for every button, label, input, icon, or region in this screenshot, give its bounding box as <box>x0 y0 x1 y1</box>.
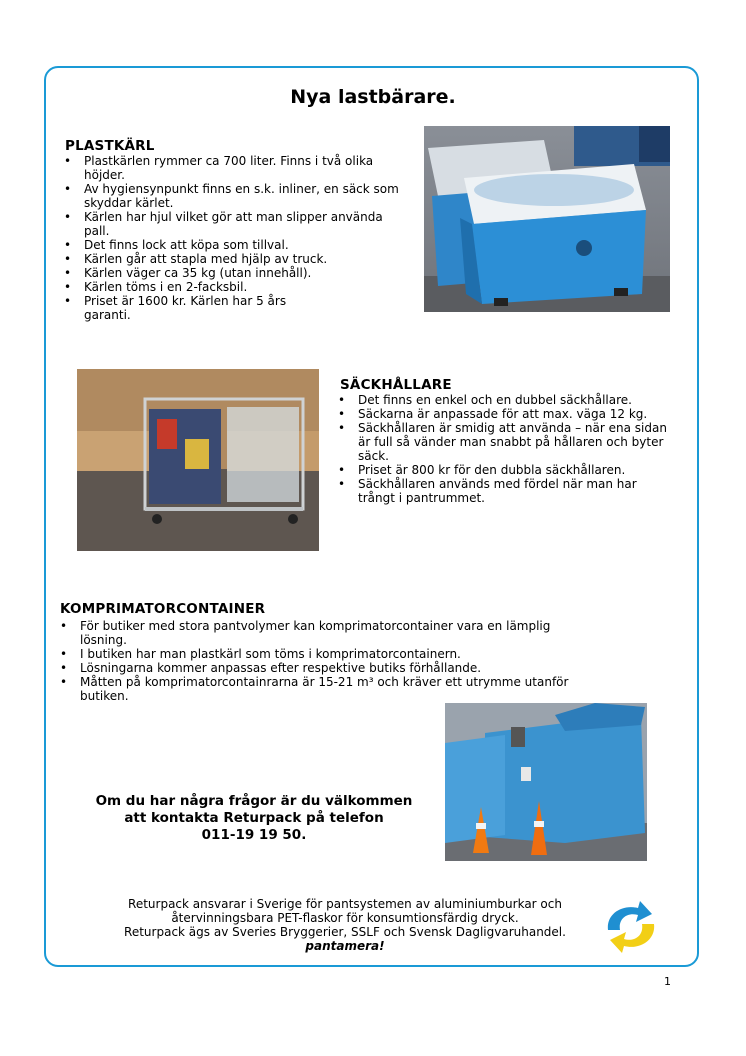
komprimator-photo <box>445 703 647 861</box>
footer-line: Returpack ägs av Sveries Bryggerier, SSLF och Svensk Dagligvaruhandel. <box>124 925 566 939</box>
recycle-arrows-icon <box>594 898 668 956</box>
komprimator-heading: KOMPRIMATORCONTAINER <box>60 601 266 617</box>
plastkarl-heading: PLASTKÄRL <box>65 138 155 154</box>
page-title: Nya lastbärare. <box>290 86 456 108</box>
list-item: • Kärlen väger ca 35 kg (utan innehåll). <box>62 266 402 280</box>
page-number: 1 <box>664 975 671 988</box>
list-item: • Priset är 1600 kr. Kärlen har 5 års garanti. <box>62 294 314 322</box>
contact-line: Om du har några frågor är du välkommen <box>95 793 413 809</box>
contact-phone: 011-19 19 50. <box>201 827 307 843</box>
contact-message <box>66 793 442 844</box>
footer-line: Returpack ansvarar i Sverige för pantsystemen av aluminiumburkar och <box>128 897 562 911</box>
plastkarl-list <box>62 154 402 322</box>
list-item: • Priset är 800 kr för den dubbla säckhållaren. <box>336 463 676 477</box>
list-item: • Lösningarna kommer anpassas efter respektive butiks förhållande. <box>58 661 618 675</box>
komprimator-list <box>58 619 618 703</box>
list-item: • Det finns lock att köpa som tillval. <box>62 238 402 252</box>
list-item: • Säckhållaren används med fördel när man har trångt i pantrummet. <box>336 477 658 505</box>
list-item: • Plastkärlen rymmer ca 700 liter. Finns i två olika höjder. <box>62 154 402 182</box>
list-item: • Kärlen går att stapla med hjälp av truck. <box>62 252 402 266</box>
plastkarl-photo <box>424 126 670 312</box>
footer-line: återvinningsbara PET-flaskor för konsumtionsfärdig dryck. <box>171 911 519 925</box>
list-item: • Av hygiensynpunkt finns en s.k. inliner, en säck som skyddar kärlet. <box>62 182 402 210</box>
footer <box>100 897 590 953</box>
sackhallare-list <box>336 393 676 505</box>
list-item: • I butiken har man plastkärl som töms i komprimatorcontainern. <box>58 647 618 661</box>
list-item: • Säckhållaren är smidig att använda – när ena sidan är full så vänder man snabbt på hållaren och byter säck. <box>336 421 676 463</box>
sackhallare-photo <box>77 369 319 551</box>
list-item: • Säckarna är anpassade för att max. väga 12 kg. <box>336 407 676 421</box>
list-item: • Kärlen har hjul vilket gör att man slipper använda pall. <box>62 210 402 238</box>
footer-tagline: pantamera! <box>305 939 385 953</box>
list-item: • Måtten på komprimatorcontainrarna är 15-21 m³ och kräver ett utrymme utanför butiken. <box>58 675 620 703</box>
list-item: • Kärlen töms i en 2-facksbil. <box>62 280 402 294</box>
list-item: • För butiker med stora pantvolymer kan komprimatorcontainer vara en lämplig lösning. <box>58 619 580 647</box>
list-item: • Det finns en enkel och en dubbel säckhållare. <box>336 393 676 407</box>
contact-line: att kontakta Returpack på telefon <box>124 810 384 826</box>
sackhallare-heading: SÄCKHÅLLARE <box>340 377 452 393</box>
